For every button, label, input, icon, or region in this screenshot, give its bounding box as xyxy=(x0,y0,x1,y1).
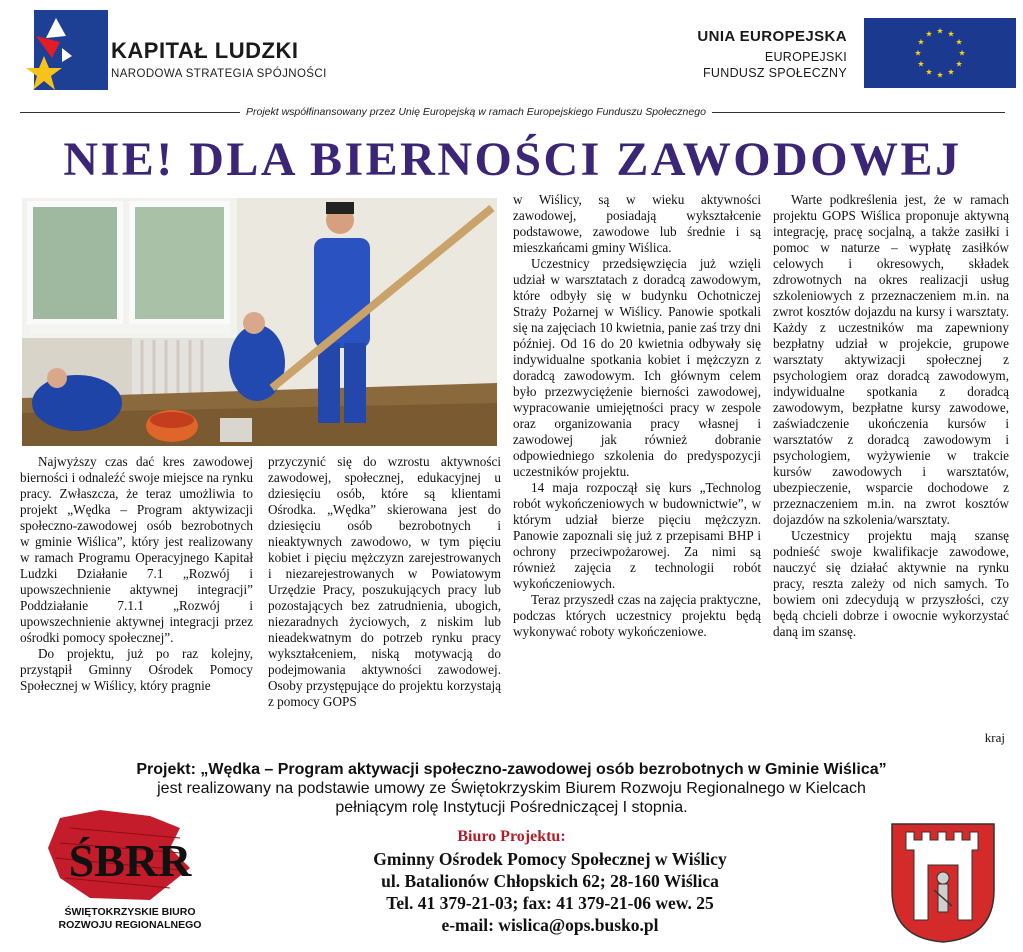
kapital-ludzki-logo xyxy=(22,8,112,94)
sbrr-logo-text: ŚBRR xyxy=(68,835,192,886)
project-line-3: pełniącym rolę Instytucji Pośredniczącej I stopnia. xyxy=(335,799,688,816)
office-address: ul. Batalionów Chłopskich 62; 28-160 Wiślica xyxy=(381,871,719,891)
page-title: NIE! DLA BIERNOŚCI ZAWODOWEJ xyxy=(63,133,962,186)
kapital-ludzki-title: KAPITAŁ LUDZKI xyxy=(111,38,299,63)
eu-flag-icon xyxy=(864,18,1016,88)
kapital-ludzki-subtitle: NARODOWA STRATEGIA SPÓJNOŚCI xyxy=(111,68,327,80)
article-photo xyxy=(22,198,497,446)
office-contact xyxy=(230,848,870,936)
paragraph: 14 maja rozpoczął się kurs „Technolog robót wykończeniowych w budownictwie”, w którym udział bierze pięciu mężczyzn. Panowie zapoznali się już z przepisami BHP i ochrony przeciwpożarowej. Za nimi są również zajęcia z technologii robót wykończeniowych. xyxy=(513,480,761,591)
eu-line-1: UNIA EUROPEJSKA xyxy=(697,28,847,45)
paragraph: Uczestnicy projektu mają szansę podnieść swoje kwalifikacje zawodowe, nauczyć się działać aktywnie na rynku pracy, reszta zależy od nich samych. To bowiem oni zdecydują w przyszłości, czy będą chcieli dobrze i owocnie wykorzystać daną im szansę. xyxy=(773,528,1009,639)
paragraph: Teraz przyszedł czas na zajęcia praktyczne, podczas których uczestnicy projektu będą wykonywać roboty wykończeniowe. xyxy=(513,592,761,639)
sbrr-caption xyxy=(40,906,220,932)
article-column-3 xyxy=(513,192,761,744)
office-email: e-mail: wislica@ops.busko.pl xyxy=(441,915,659,935)
article-column-2 xyxy=(268,454,501,744)
cofinancing-note: Projekt współfinansowany przez Unię Europejską w ramach Europejskiego Funduszu Społecznego xyxy=(240,106,712,118)
paragraph: przyczynić się do wzrostu aktywności zawodowej, społecznej, edukacyjnej u dziesięciu osób, które są klientami Ośrodka. „Wędka” skierowana jest do dziesięciu osób bezrobotnych i nieaktywnych zawodowo, w tym pięciu kobiet i pięciu mężczyzn zarejestrowanych i niezarejestrowanych w Powiatowym Urzędzie Pracy, poszukujących pracy lub pozostających bez zatrudnienia, ubogich, niezaradnych życiowych, z niskim lub nieadekwatnym do potrzeb rynku pracy wykształceniem, niską motywacją do podejmowania aktywności zawodowej. Osoby przystępujące do projektu korzystają z pomocy GOPS xyxy=(268,454,501,709)
paragraph: Warte podkreślenia jest, że w ramach projektu GOPS Wiślica proponuje aktywną integrację, pracę socjalną, a także zasiłki i pomoc w naturze – wypłatę zasiłków celowych i okresowych, składek zdrowotnych na okres realizacji usług szkoleniowych z przeznaczeniem m.in. na zwrot kosztów dojazdu na kursy i warsztaty. Każdy z uczestników ma zapewniony bezpłatny udział w projekcie, grupowe warsztaty aktywizacji społecznej z psychologiem oraz doradcą zawodowym, indywidualne spotkania z doradcą zawodowym, bezpłatne kursy zawodowe, zaświadczenie ukończenia kursów i warsztatów z doradcą zawodowym i psychologiem, wyżywienie w trakcie kursów zawodowych i warsztatów, ubezpieczenie, wsparcie dochodowe z przeznaczeniem m.in. na zwrot kosztów dojazdów na szkolenia/warsztaty. xyxy=(773,192,1009,527)
eu-text-block xyxy=(697,28,847,80)
paragraph: w Wiślicy, są w wieku aktywności zawodowej, posiadają wykształcenie podstawowe, zawodowe lub średnie i są mieszkańcami gminy Wiślica. xyxy=(513,192,761,255)
paragraph: Do projektu, już po raz kolejny, przystąpił Gminny Ośrodek Pomocy Społecznej w Wiślicy, który pragnie xyxy=(20,646,253,693)
project-line-1: Projekt: „Wędka – Program aktywacji społeczno-zawodowej osób bezrobotnych w Gminie Wiślica” xyxy=(136,761,887,778)
sbrr-line-2: ROZWOJU REGIONALNEGO xyxy=(58,919,202,931)
office-name: Gminny Ośrodek Pomocy Społecznej w Wiślicy xyxy=(373,849,727,869)
article-column-1 xyxy=(20,454,253,744)
project-line-2: jest realizowany na podstawie umowy ze Świętokrzyskim Biurem Rozwoju Regionalnego w Kielcach xyxy=(157,780,866,797)
sbrr-line-1: ŚWIĘTOKRZYSKIE BIURO xyxy=(64,906,196,918)
sbrr-logo xyxy=(30,808,230,904)
author-signature: kraj xyxy=(984,730,1005,745)
wislica-coat-of-arms-icon xyxy=(888,820,998,945)
office-phone: Tel. 41 379-21-03; fax: 41 379-21-06 wew. 25 xyxy=(386,893,714,913)
eu-line-3: FUNDUSZ SPOŁECZNY xyxy=(702,66,847,80)
office-heading: Biuro Projektu: xyxy=(457,828,566,845)
article-column-4 xyxy=(773,192,1009,744)
paragraph: Uczestnicy przedsięwzięcia już wzięli udział w warsztatach z doradcą zawodowym, które odbyły się w budynku Ochotniczej Straży Pożarnej w Wiślicy. Panowie spotkali się na zajęciach 10 kwietnia, panie zaś trzy dni później. Od 16 do 20 kwietnia odbywały się indywidualne spotkania kobiet i mężczyzn z doradcą zawodowym. Ich głównym celem było przezwyciężenie bierności zawodowej, wypracowanie umiejętności pracy w zespole oraz organizowania pracy własnej i zawodowej jak również dobranie odpowiedniego szkolenia do predyspozycji uczestników projektu. xyxy=(513,256,761,479)
eu-line-2: EUROPEJSKI xyxy=(764,50,847,64)
paragraph: Najwyższy czas dać kres zawodowej bierności i odnaleźć swoje miejsce na rynku pracy. Zwłaszcza, że teraz umożliwia to projekt „Wędka – Program aktywizacji społeczno-zawodowej osób bezrobotnych w gminie Wiślica”, który jest realizowany w ramach Programu Operacyjnego Kapitał Ludzki Działanie 7.1 „Rozwój i upowszechnienie aktywnej integracji” Poddziałanie 7.1.1 „Rozwój i upowszechnienie aktywnej integracji przez ośrodki pomocy społecznej”. xyxy=(20,454,253,645)
